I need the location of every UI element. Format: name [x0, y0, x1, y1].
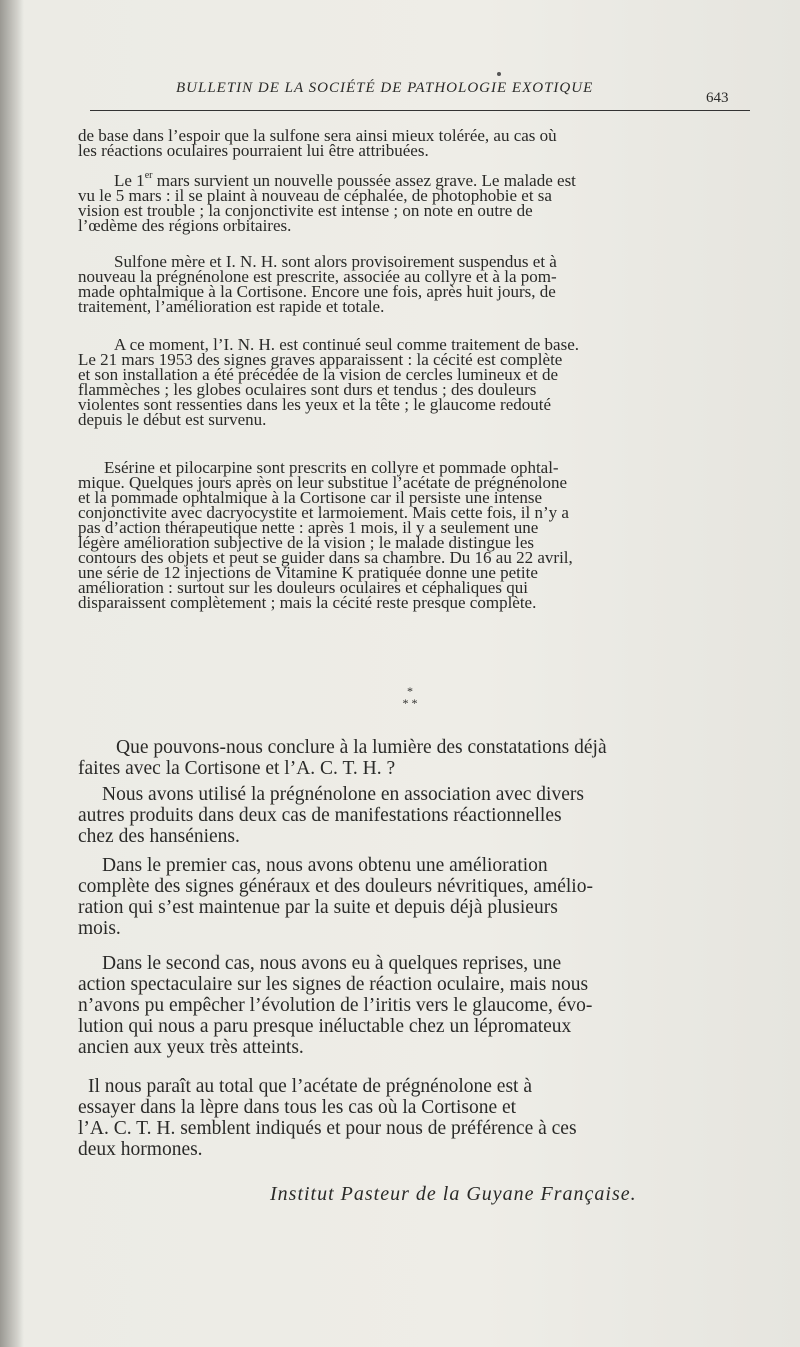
asterism-top: *: [407, 684, 413, 698]
text-line: conjonctivite avec dacryocystite et larmoiement. Mais cette fois, il n’y a: [78, 503, 569, 522]
text-line: mique. Quelques jours après on leur substitue l’acétate de prégnénolone: [78, 473, 568, 492]
text-line: A ce moment, l’I. N. H. est continué seul comme traitement de base.: [114, 335, 580, 354]
paragraph-4: [78, 337, 738, 427]
text-line: Esérine et pilocarpine sont prescrits en collyre et pommade ophtal-: [104, 458, 559, 477]
header-rule: [90, 110, 750, 111]
text-line: nouveau la prégnénolone est prescrite, associée au collyre et à la pom-: [78, 267, 557, 286]
text-line: amélioration : surtout sur les douleurs oculaires et céphaliques qui: [78, 578, 528, 597]
page-binding-shadow: [0, 0, 24, 1347]
text-line: depuis le début est survenu.: [78, 410, 267, 429]
text-line: faites avec la Cortisone et l’A. C. T. H. ?: [78, 758, 396, 779]
text-line: contours des objets et peut se guider dans sa chambre. Du 16 au 22 avril,: [78, 548, 573, 567]
text-line: les réactions oculaires pourraient lui être attribuées.: [78, 141, 429, 160]
print-dot: [497, 72, 501, 76]
text-line: et la pommade ophtalmique à la Cortisone car il persiste une intense: [78, 488, 543, 507]
text-line: vu le 5 mars : il se plaint à nouveau de céphalée, de photophobie et sa: [78, 186, 552, 205]
asterism-bottom: * *: [402, 696, 418, 710]
text-line: ration qui s’est maintenue par la suite et depuis déjà plusieurs: [78, 897, 558, 918]
text-line: l’A. C. T. H. semblent indiqués et pour nous de préférence à ces: [78, 1118, 577, 1139]
text-line: mois.: [78, 918, 121, 939]
text-line: action spectaculaire sur les signes de réaction oculaire, mais nous: [78, 974, 589, 995]
text-line: de base dans l’espoir que la sulfone sera ainsi mieux tolérée, au cas où: [78, 126, 557, 145]
text-fragment: Le 1: [114, 171, 145, 190]
text-line: l’œdème des régions orbitaires.: [78, 216, 292, 235]
running-head: BULLETIN DE LA SOCIÉTÉ DE PATHOLOGIE EXOTIQUE: [176, 80, 594, 96]
conclusion-paragraph-3: [78, 855, 738, 939]
text-line: made ophtalmique à la Cortisone. Encore une fois, après huit jours, de: [78, 282, 556, 301]
text-line: Dans le second cas, nous avons eu à quelques reprises, une: [102, 953, 562, 974]
conclusion-paragraph-1: [78, 737, 738, 779]
text-line: ancien aux yeux très atteints.: [78, 1037, 304, 1058]
text-line: lution qui nous a paru presque inéluctable chez un lépromateux: [78, 1016, 572, 1037]
text-line: pas d’action thérapeutique nette : après 1 mois, il y a seulement une: [78, 518, 539, 537]
paragraph-1: [78, 128, 738, 158]
text-line: disparaissent complètement ; mais la cécité reste presque complète.: [78, 593, 537, 612]
superscript: er: [144, 170, 153, 181]
text-line: chez des hanséniens.: [78, 826, 240, 847]
text-line: Dans le premier cas, nous avons obtenu une amélioration: [102, 855, 548, 876]
text-line: traitement, l’amélioration est rapide et totale.: [78, 297, 385, 316]
paragraph-5: [78, 460, 738, 610]
signature: Institut Pasteur de la Guyane Française.: [270, 1183, 637, 1205]
text-line: légère amélioration subjective de la vision ; le malade distingue les: [78, 533, 535, 552]
text-line: vision est trouble ; la conjonctivite est intense ; on note en outre de: [78, 201, 533, 220]
text-line: et son installation a été précédée de la vision de cercles lumineux et de: [78, 365, 559, 384]
text-line: Nous avons utilisé la prégnénolone en association avec divers: [102, 784, 584, 805]
text-line: Le 21 mars 1953 des signes graves apparaissent : la cécité est complète: [78, 350, 563, 369]
text-line: essayer dans la lèpre dans tous les cas où la Cortisone et: [78, 1097, 517, 1118]
conclusion-paragraph-4: [78, 953, 738, 1058]
text-line: n’avons pu empêcher l’évolution de l’iritis vers le glaucome, évo-: [78, 995, 593, 1016]
paragraph-2: [78, 168, 738, 233]
text-line: flammèches ; les globes oculaires sont durs et tendus ; des douleurs: [78, 380, 537, 399]
text-line: violentes sont ressenties dans les yeux et la tête ; le glaucome redouté: [78, 395, 552, 414]
page-number: 643: [706, 90, 729, 106]
conclusion-paragraph-2: [78, 784, 738, 847]
text-fragment: mars survient un nouvelle poussée assez grave. Le malade est: [152, 171, 576, 190]
text-line: complète des signes généraux et des douleurs névritiques, amélio-: [78, 876, 593, 897]
conclusion-paragraph-5: [78, 1076, 738, 1160]
text-line: Que pouvons-nous conclure à la lumière des constatations déjà: [116, 737, 607, 758]
text-line: Sulfone mère et I. N. H. sont alors provisoirement suspendus et à: [114, 252, 557, 271]
text-line: Il nous paraît au total que l’acétate de prégnénolone est à: [88, 1076, 532, 1097]
text-line: autres produits dans deux cas de manifestations réactionnelles: [78, 805, 562, 826]
text-line: une série de 12 injections de Vitamine K pratiquée donne une petite: [78, 563, 538, 582]
asterism: [395, 685, 425, 709]
text-line: deux hormones.: [78, 1139, 203, 1160]
paragraph-3: [78, 254, 738, 314]
text-line: [78, 168, 738, 188]
